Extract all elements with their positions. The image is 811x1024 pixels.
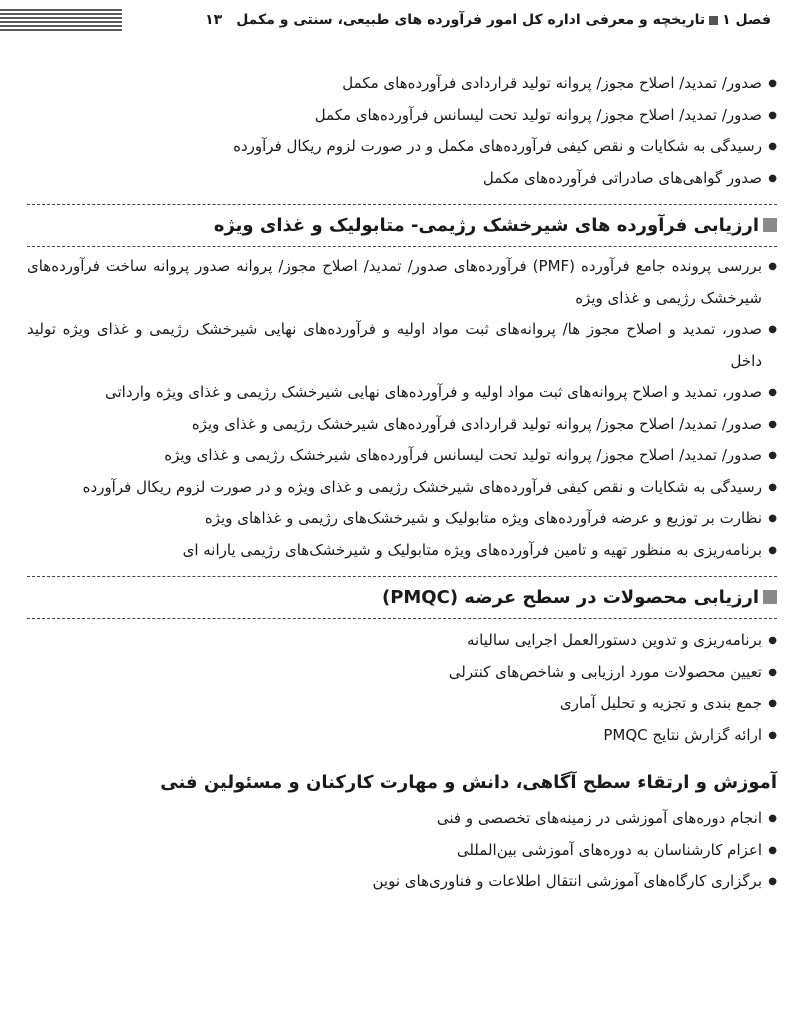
list-item: ● انجام دوره‌های آموزشی در زمینه‌های تخصصی و فنی bbox=[27, 803, 777, 835]
list-item: ● ارائه گزارش نتایج PMQC bbox=[27, 720, 777, 752]
header-stripes bbox=[0, 9, 122, 33]
section-heading bbox=[27, 581, 777, 615]
list-item: ● برگزاری کارگاه‌های آموزشی انتقال اطلاعات و فناوری‌های نوین bbox=[27, 866, 777, 898]
section-title: آموزش و ارتقاء سطح آگاهی، دانش و مهارت کارکنان و مسئولین فنی bbox=[160, 772, 777, 793]
list-item: ● صدور، تمدید و اصلاح پروانه‌های ثبت مواد اولیه و فرآورده‌های نهایی شیرخشک رژیمی و غذای ویژه وارداتی bbox=[27, 377, 777, 409]
section3-list bbox=[27, 803, 777, 898]
list-item: ● بررسی پرونده جامع فرآورده (PMF) فرآورده‌های صدور/ تمدید/ اصلاح مجوز/ پروانه صدور پروانه ساخت فرآورده‌های شیرخشک رژیمی و غذای ویژه bbox=[27, 251, 777, 314]
dashed-divider bbox=[27, 618, 777, 619]
dashed-divider bbox=[27, 204, 777, 205]
page-header bbox=[0, 0, 811, 38]
list-item: ● صدور/ تمدید/ اصلاح مجوز/ پروانه تولید تحت لیسانس فرآورده‌های مکمل bbox=[27, 100, 777, 132]
chapter-label: فصل ۱ bbox=[722, 12, 771, 28]
section-title: ارزیابی محصولات در سطح عرضه (PMQC) bbox=[381, 587, 759, 608]
list-item: ● برنامه‌ریزی به منظور تهیه و تامین فرآورده‌های ویژه متابولیک و شیرخشک‌های رژیمی یارانه ای bbox=[27, 535, 777, 567]
list-item: ● صدور/ تمدید/ اصلاح مجوز/ پروانه تولید قراردادی فرآورده‌های شیرخشک رژیمی و غذای ویژه bbox=[27, 409, 777, 441]
list-item: ● صدور/ تمدید/ اصلاح مجوز/ پروانه تولید قراردادی فرآورده‌های مکمل bbox=[27, 68, 777, 100]
section-title: ارزیابی فرآورده های شیرخشک رژیمی- متابولیک و غذای ویژه bbox=[213, 215, 759, 236]
list-item: ● رسیدگی به شکایات و نقص کیفی فرآورده‌های مکمل و در صورت لزوم ریکال فرآورده bbox=[27, 131, 777, 163]
chapter-title: تاریخچه و معرفی اداره کل امور فرآورده های طبیعی، سنتی و مکمل bbox=[236, 12, 706, 28]
section2-list bbox=[27, 625, 777, 751]
square-bullet-icon bbox=[709, 16, 718, 25]
list-item: ● نظارت بر توزیع و عرضه فرآورده‌های ویژه متابولیک و شیرخشک‌های رژیمی و غذاهای ویژه bbox=[27, 503, 777, 535]
list-item: ● تعیین محصولات مورد ارزیابی و شاخص‌های کنترلی bbox=[27, 657, 777, 689]
section-heading bbox=[27, 209, 777, 243]
square-bullet-icon bbox=[763, 590, 777, 604]
list-item: ● صدور/ تمدید/ اصلاح مجوز/ پروانه تولید تحت لیسانس فرآورده‌های شیرخشک رژیمی و غذای ویژه bbox=[27, 440, 777, 472]
page-number: ۱۳ bbox=[205, 12, 223, 28]
list-item: ● صدور گواهی‌های صادراتی فرآورده‌های مکمل bbox=[27, 163, 777, 195]
running-header bbox=[138, 8, 771, 32]
intro-list bbox=[27, 68, 777, 194]
list-item: ● جمع بندی و تجزیه و تحلیل آماری bbox=[27, 688, 777, 720]
list-item: ● رسیدگی به شکایات و نقص کیفی فرآورده‌های شیرخشک رژیمی و غذای ویژه و در صورت لزوم ریکال فرآورده bbox=[27, 472, 777, 504]
square-bullet-icon bbox=[763, 218, 777, 232]
dashed-divider bbox=[27, 576, 777, 577]
section1-list bbox=[27, 251, 777, 566]
list-item: ● اعزام کارشناسان به دوره‌های آموزشی بین‌المللی bbox=[27, 835, 777, 867]
page-body bbox=[27, 68, 777, 898]
list-item: ● صدور، تمدید و اصلاح مجوز ها/ پروانه‌های ثبت مواد اولیه و فرآورده‌های نهایی شیرخشک رژیمی و غذای ویژه تولید داخل bbox=[27, 314, 777, 377]
dashed-divider bbox=[27, 246, 777, 247]
list-item: ● برنامه‌ریزی و تدوین دستورالعمل اجرایی سالیانه bbox=[27, 625, 777, 657]
